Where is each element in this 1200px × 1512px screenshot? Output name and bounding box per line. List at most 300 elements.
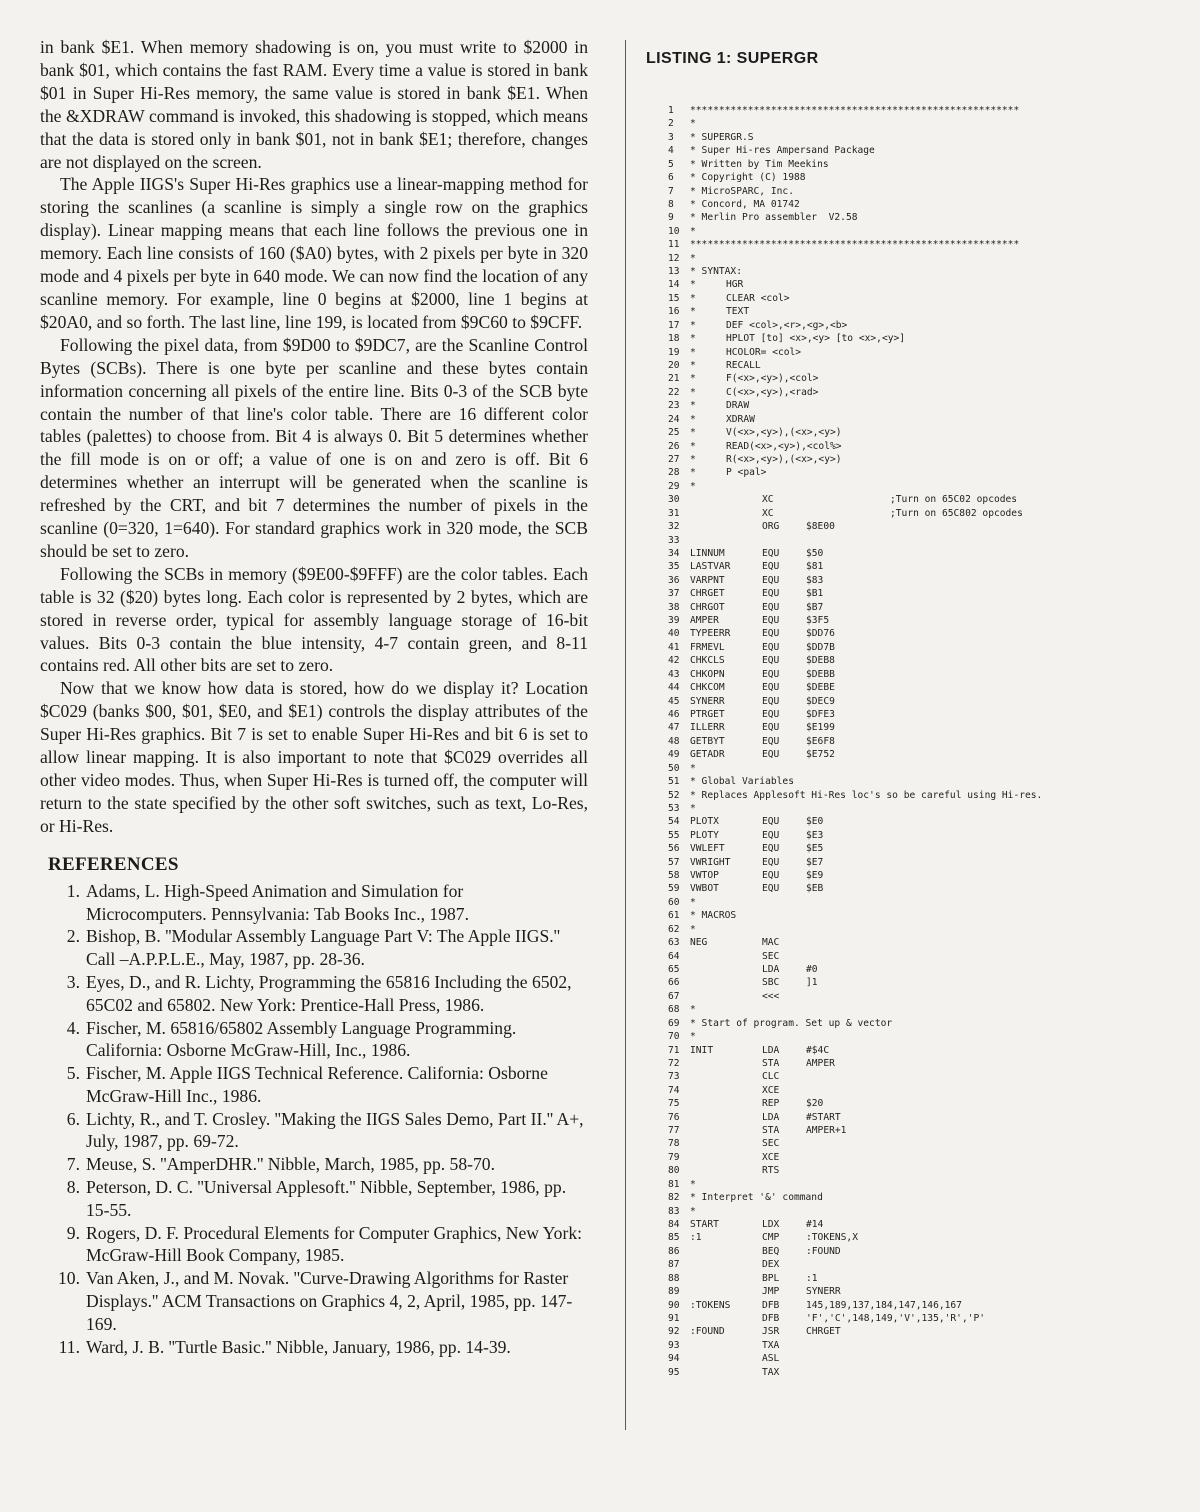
code-label: CHKOPN (690, 668, 725, 680)
code-comment: * SYNTAX: (690, 266, 742, 278)
line-number: 41 (668, 641, 680, 653)
reference-text: Eyes, D., and R. Lichty, Programming the 65816 Including the 6502, 65C02 and 65802. New York: Prentice-Hall Press, 1986. (86, 971, 572, 1015)
code-line (668, 1312, 1158, 1325)
code-opcode: EQU (762, 749, 780, 761)
line-number: 9 (668, 212, 674, 224)
code-label: INIT (690, 1044, 714, 1056)
code-operand: $20 (806, 1098, 824, 1110)
code-line (668, 171, 1158, 184)
code-operand: $B7 (806, 601, 824, 613)
code-line (668, 1231, 1158, 1244)
code-line (668, 708, 1158, 721)
reference-number: 9. (66, 1222, 80, 1243)
reference-item (50, 925, 588, 971)
line-number: 31 (668, 507, 680, 519)
code-line (668, 627, 1158, 640)
code-opcode: EQU (762, 883, 780, 895)
code-operand: $50 (806, 547, 824, 559)
code-line (668, 1003, 1158, 1016)
code-line (668, 520, 1158, 533)
code-label: START (690, 1219, 719, 1231)
line-number: 11 (668, 239, 680, 251)
code-comment: * Copyright (C) 1988 (690, 172, 806, 184)
line-number: 88 (668, 1272, 680, 1284)
code-line (668, 305, 1158, 318)
code-operand: $8E00 (806, 521, 835, 533)
code-opcode: XCE (762, 1084, 780, 1096)
code-label: SYNERR (690, 695, 725, 707)
code-line (668, 762, 1158, 775)
line-number: 4 (668, 145, 674, 157)
line-number: 32 (668, 521, 680, 533)
code-opcode: EQU (762, 856, 780, 868)
code-comment: * Interpret '&' command (690, 1192, 823, 1204)
line-number: 74 (668, 1084, 680, 1096)
comment-marker: * (690, 319, 696, 331)
code-label: GETBYT (690, 735, 725, 747)
code-opcode: EQU (762, 829, 780, 841)
comment-marker: * (690, 333, 696, 345)
line-number: 67 (668, 990, 680, 1002)
code-comment: HGR (726, 279, 744, 291)
code-line (668, 802, 1158, 815)
code-opcode: MAC (762, 937, 780, 949)
line-number: 16 (668, 306, 680, 318)
line-number: 26 (668, 440, 680, 452)
reference-number: 11. (58, 1336, 80, 1357)
reference-number: 8. (66, 1177, 80, 1198)
line-number: 78 (668, 1138, 680, 1150)
line-number: 91 (668, 1312, 680, 1324)
code-opcode: JMP (762, 1286, 780, 1298)
code-line (668, 265, 1158, 278)
code-operand: #START (806, 1111, 841, 1123)
code-line (668, 185, 1158, 198)
code-line (668, 842, 1158, 855)
code-opcode: EQU (762, 574, 780, 586)
line-number: 95 (668, 1366, 680, 1378)
code-comment: HCOLOR= <col> (726, 346, 802, 358)
code-line (668, 104, 1158, 117)
reference-text: Fischer, M. Apple IIGS Technical Reference. California: Osborne McGraw-Hill Inc., 1986. (86, 1063, 548, 1106)
code-opcode: <<< (762, 990, 780, 1002)
code-line (668, 1164, 1158, 1177)
reference-text: Bishop, B. ''Modular Assembly Language Part V: The Apple IIGS.'' Call –A.P.P.L.E., May, 1987, pp. 28-36. (86, 926, 560, 970)
code-comment: DEF <col>,<r>,<g>,<b> (726, 319, 848, 331)
comment-marker: * (690, 306, 696, 318)
code-comment: V(<x>,<y>),(<x>,<y>) (726, 427, 842, 439)
code-operand: $E6F8 (806, 735, 835, 747)
line-number: 15 (668, 292, 680, 304)
code-line (668, 1084, 1158, 1097)
comment-marker: * (690, 346, 696, 358)
reference-number: 2. (66, 926, 80, 947)
code-label: TYPEERR (690, 628, 731, 640)
line-number: 29 (668, 480, 680, 492)
code-opcode: SEC (762, 950, 780, 962)
code-line (668, 829, 1158, 842)
line-number: 1 (668, 105, 674, 116)
line-number: 62 (668, 923, 680, 935)
code-opcode: SBC (762, 977, 780, 989)
line-number: 28 (668, 467, 680, 479)
references-list (40, 880, 588, 1359)
line-number: 68 (668, 1004, 680, 1016)
code-comment: CLEAR <col> (726, 292, 790, 304)
line-number: 5 (668, 158, 674, 170)
code-label: :FOUND (690, 1326, 725, 1338)
code-opcode: LDA (762, 1111, 780, 1123)
code-line (668, 1178, 1158, 1191)
code-operand: $B1 (806, 588, 824, 600)
line-number: 43 (668, 668, 680, 680)
code-comment: * (690, 480, 696, 492)
code-line (668, 211, 1158, 224)
code-comment: C(<x>,<y>),<rad> (726, 386, 819, 398)
line-number: 14 (668, 279, 680, 291)
line-number: 13 (668, 266, 680, 278)
code-line (668, 587, 1158, 600)
code-operand: $E9 (806, 870, 824, 882)
code-operand: #0 (806, 964, 818, 975)
code-opcode: REP (762, 1098, 780, 1110)
code-label: ILLERR (690, 722, 725, 734)
code-line (668, 909, 1158, 922)
code-line (668, 1137, 1158, 1150)
line-number: 65 (668, 964, 680, 975)
code-line (668, 292, 1158, 305)
code-comment: * (690, 118, 696, 130)
line-number: 48 (668, 735, 680, 747)
code-opcode: STA (762, 1125, 780, 1137)
code-opcode: EQU (762, 655, 780, 667)
code-line (668, 198, 1158, 211)
code-line (668, 131, 1158, 144)
code-line (668, 346, 1158, 359)
code-operand: #14 (806, 1219, 824, 1231)
code-label: PLOTX (690, 816, 719, 828)
code-line (668, 1258, 1158, 1271)
code-opcode: LDA (762, 964, 780, 975)
reference-text: Adams, L. High-Speed Animation and Simulation for Microcomputers. Pennsylvania: Tab Books Inc., 1987. (86, 880, 470, 924)
code-line (668, 1151, 1158, 1164)
code-comment: * MicroSPARC, Inc. (690, 185, 794, 197)
line-number: 80 (668, 1165, 680, 1177)
code-separator: ********************************************************* (690, 105, 1020, 116)
code-line (668, 453, 1158, 466)
code-line (668, 748, 1158, 761)
code-operand: :TOKENS,X (806, 1232, 858, 1244)
line-number: 8 (668, 198, 674, 210)
code-comment: * Start of program. Set up & vector (690, 1017, 893, 1029)
line-number: 79 (668, 1151, 680, 1163)
reference-number: 5. (66, 1063, 80, 1084)
code-comment: * Super Hi-res Ampersand Package (690, 145, 875, 157)
reference-item (50, 971, 588, 1017)
line-number: 51 (668, 776, 680, 788)
code-line (668, 466, 1158, 479)
line-number: 63 (668, 937, 680, 949)
code-line (668, 319, 1158, 332)
comment-marker: * (690, 453, 696, 465)
code-comment: * Replaces Applesoft Hi-Res loc's so be careful using Hi-res. (690, 789, 1043, 801)
code-line (668, 1339, 1158, 1352)
code-comment: P <pal> (726, 467, 767, 479)
code-line (668, 668, 1158, 681)
code-line (668, 815, 1158, 828)
reference-text: Lichty, R., and T. Crosley. ''Making the IIGS Sales Demo, Part II.'' A+, July, 1987, pp. 69-72. (86, 1108, 584, 1152)
line-number: 44 (668, 682, 680, 694)
code-opcode: EQU (762, 870, 780, 882)
line-number: 24 (668, 413, 680, 425)
code-comment: * (690, 802, 696, 814)
code-operand: $DEBE (806, 682, 835, 694)
code-comment: TEXT (726, 306, 750, 318)
reference-number: 1. (66, 880, 80, 901)
code-line (668, 856, 1158, 869)
code-line (668, 1352, 1158, 1365)
code-operand: $E7 (806, 856, 824, 868)
line-number: 89 (668, 1286, 680, 1298)
code-opcode: EQU (762, 628, 780, 640)
code-opcode: EQU (762, 708, 780, 720)
line-number: 72 (668, 1057, 680, 1069)
code-operand: $DEC9 (806, 695, 835, 707)
code-opcode: BEQ (762, 1245, 780, 1257)
reference-item (50, 1017, 588, 1063)
code-operand: $DD7B (806, 641, 835, 653)
code-label: CHKCOM (690, 682, 725, 694)
code-operand: SYNERR (806, 1286, 841, 1298)
code-line (668, 936, 1158, 949)
line-number: 27 (668, 453, 680, 465)
code-line (668, 896, 1158, 909)
reference-text: Ward, J. B. ''Turtle Basic.'' Nibble, January, 1986, pp. 14-39. (86, 1336, 511, 1357)
code-opcode: EQU (762, 588, 780, 600)
code-line (668, 1285, 1158, 1298)
code-comment: * MACROS (690, 910, 737, 922)
code-line (668, 1097, 1158, 1110)
code-line (668, 278, 1158, 291)
code-comment: * (690, 1031, 696, 1043)
code-label: FRMEVL (690, 641, 725, 653)
line-number: 47 (668, 722, 680, 734)
code-comment: * Global Variables (690, 776, 794, 788)
code-line (668, 359, 1158, 372)
reference-text: Peterson, D. C. ''Universal Applesoft.'' Nibble, September, 1986, pp. 15-55. (86, 1177, 567, 1220)
line-number: 86 (668, 1245, 680, 1257)
code-opcode: EQU (762, 682, 780, 694)
code-comment: * (690, 896, 696, 908)
line-number: 3 (668, 131, 674, 143)
code-line (668, 332, 1158, 345)
code-comment: * (690, 762, 696, 774)
code-line (668, 1299, 1158, 1312)
line-number: 45 (668, 695, 680, 707)
code-comment: * SUPERGR.S (690, 131, 754, 143)
line-number: 53 (668, 802, 680, 814)
code-line (668, 1191, 1158, 1204)
comment-marker: * (690, 386, 696, 398)
body-paragraph: Following the SCBs in memory ($9E00-$9FFF) are the color tables. Each table is 32 ($20) bytes long. Each color is represented by 2 bytes, which are stored in reverse order, typical for assembly language storage of 16-bit values. Bits 0-3 contain the blue intensity, 4-7 contain green, and 8-11 contains red. All other bits are set to zero. (40, 563, 588, 676)
line-number: 75 (668, 1098, 680, 1110)
code-comment: * (690, 923, 696, 935)
reference-text: Fischer, M. 65816/65802 Assembly Language Programming. California: Osborne McGraw-Hill, Inc., 1986. (86, 1017, 517, 1061)
code-line (668, 426, 1158, 439)
code-line (668, 1325, 1158, 1338)
line-number: 18 (668, 333, 680, 345)
code-line (668, 882, 1158, 895)
code-operand: $DD76 (806, 628, 835, 640)
comment-marker: * (690, 373, 696, 385)
code-comment: READ(<x>,<y>),<col%> (726, 440, 842, 452)
comment-marker: * (690, 360, 696, 372)
code-opcode: CMP (762, 1232, 780, 1244)
line-number: 58 (668, 870, 680, 882)
code-comment: R(<x>,<y>),(<x>,<y>) (726, 453, 842, 465)
line-number: 57 (668, 856, 680, 868)
code-opcode: EQU (762, 601, 780, 613)
line-number: 56 (668, 843, 680, 855)
code-operand: CHRGET (806, 1326, 841, 1338)
line-number: 7 (668, 185, 674, 197)
code-operand: 145,189,137,184,147,146,167 (806, 1299, 962, 1311)
reference-item (50, 1176, 588, 1222)
code-opcode: STA (762, 1057, 780, 1069)
code-line (668, 695, 1158, 708)
comment-marker: * (690, 467, 696, 479)
code-operand: $83 (806, 574, 824, 586)
code-opcode: EQU (762, 641, 780, 653)
code-label: :1 (690, 1232, 702, 1244)
line-number: 87 (668, 1259, 680, 1271)
line-number: 25 (668, 427, 680, 439)
code-line (668, 1218, 1158, 1231)
code-comment: * (690, 1205, 696, 1217)
code-comment: F(<x>,<y>),<col> (726, 373, 819, 385)
line-number: 21 (668, 373, 680, 385)
code-opcode: EQU (762, 547, 780, 559)
line-number: 90 (668, 1299, 680, 1311)
code-operand: $3F5 (806, 615, 830, 627)
line-number: 61 (668, 910, 680, 922)
code-line (668, 775, 1158, 788)
body-paragraph: The Apple IIGS's Super Hi-Res graphics use a linear-mapping method for storing the scanlines (a scanline is simply a single row on the graphics display). Linear mapping means that each line follows the previous one in memory. Each line consists of 160 ($A0) bytes, with 2 pixels per byte in 320 mode and 4 pixels per byte in 640 mode. We can now find the location of any scanline memory. For example, line 0 begins at $2000, line 1 begins at $20A0, and so forth. The last line, line 199, is located from $9C60 to $9CFF. (40, 174, 588, 332)
code-line (668, 1030, 1158, 1043)
code-label: LINNUM (690, 547, 725, 559)
code-operand: $E0 (806, 816, 824, 828)
code-line (668, 1057, 1158, 1070)
code-opcode: EQU (762, 735, 780, 747)
line-number: 39 (668, 615, 680, 627)
code-opcode: ASL (762, 1353, 780, 1365)
code-line (668, 923, 1158, 936)
line-number: 49 (668, 749, 680, 761)
code-operand: :FOUND (806, 1245, 841, 1257)
line-number: 84 (668, 1219, 680, 1231)
code-line (668, 372, 1158, 385)
code-operand: $E5 (806, 843, 824, 855)
line-number: 35 (668, 561, 680, 573)
code-label: AMPER (690, 615, 719, 627)
code-operand: $E752 (806, 749, 835, 761)
line-number: 22 (668, 386, 680, 398)
code-line (668, 1245, 1158, 1258)
line-number: 81 (668, 1178, 680, 1190)
line-number: 42 (668, 655, 680, 667)
code-line (668, 1366, 1158, 1379)
code-label: GETADR (690, 749, 725, 761)
line-number: 10 (668, 225, 680, 237)
line-number: 85 (668, 1232, 680, 1244)
code-line (668, 1272, 1158, 1285)
reference-item (50, 1222, 588, 1268)
code-opcode: EQU (762, 816, 780, 828)
code-opcode: TAX (762, 1366, 780, 1378)
line-number: 46 (668, 708, 680, 720)
code-operand: AMPER (806, 1057, 835, 1069)
reference-number: 7. (66, 1154, 80, 1175)
line-number: 6 (668, 172, 674, 184)
comment-marker: * (690, 279, 696, 291)
line-number: 50 (668, 762, 680, 774)
reference-number: 4. (66, 1017, 80, 1038)
code-line (668, 117, 1158, 130)
code-line (668, 1017, 1158, 1030)
code-line (668, 1044, 1158, 1057)
code-line (668, 641, 1158, 654)
line-number: 73 (668, 1071, 680, 1083)
comment-marker: * (690, 400, 696, 412)
code-line (668, 1111, 1158, 1124)
code-line (668, 560, 1158, 573)
reference-text: Van Aken, J., and M. Novak. ''Curve-Drawing Algorithms for Raster Displays.'' ACM Transactions on Graphics 4, 2, April, 1985, pp. 147-169. (86, 1268, 573, 1334)
code-label: VWBOT (690, 883, 719, 895)
code-line (668, 493, 1158, 506)
code-line (668, 413, 1158, 426)
line-number: 77 (668, 1125, 680, 1137)
body-paragraph: Following the pixel data, from $9D00 to $9DC7, are the Scanline Control Bytes (SCBs). There is one byte per scanline and these bytes contain information concerning all pixels of the entire line. Bits 0-3 of the SCB byte contain the number of that line's color table. There are 16 different color tables (palettes) to choose from. Bit 4 is always 0. Bit 5 determines whether the fill mode is on or off; a value of one is on and zero is off. Bit 6 determines whether an interrupt will be generated when the scanline is refreshed by the CRT, and bit 7 determines the number of pixels in the scanline (0=320, 1=640). For standard graphics work in 320 mode, the SCB should be set to zero. (40, 334, 588, 561)
code-line (668, 480, 1158, 493)
line-number: 92 (668, 1326, 680, 1338)
code-listing (668, 104, 1158, 1379)
code-label: CHKCLS (690, 655, 725, 667)
code-operand: $DEBB (806, 668, 835, 680)
code-operand: AMPER+1 (806, 1125, 847, 1137)
code-line (668, 1124, 1158, 1137)
code-operand: $DFE3 (806, 708, 835, 720)
code-operand: $EB (806, 883, 824, 895)
line-number: 52 (668, 789, 680, 801)
code-label: VWLEFT (690, 843, 725, 855)
code-comment: * Written by Tim Meekins (690, 158, 829, 170)
line-number: 54 (668, 816, 680, 828)
code-label: NEG (690, 937, 708, 949)
reference-item (50, 1153, 588, 1176)
code-opcode: SEC (762, 1138, 780, 1150)
comment-marker: * (690, 440, 696, 452)
code-line (668, 681, 1158, 694)
code-line (668, 869, 1158, 882)
code-line (668, 534, 1158, 547)
code-opcode: XC (762, 507, 774, 519)
code-label: VARPNT (690, 574, 725, 586)
code-opcode: ORG (762, 521, 780, 533)
code-line (668, 1205, 1158, 1218)
code-label: PLOTY (690, 829, 719, 841)
references-heading: REFERENCES (48, 853, 179, 875)
reference-item (50, 1108, 588, 1154)
